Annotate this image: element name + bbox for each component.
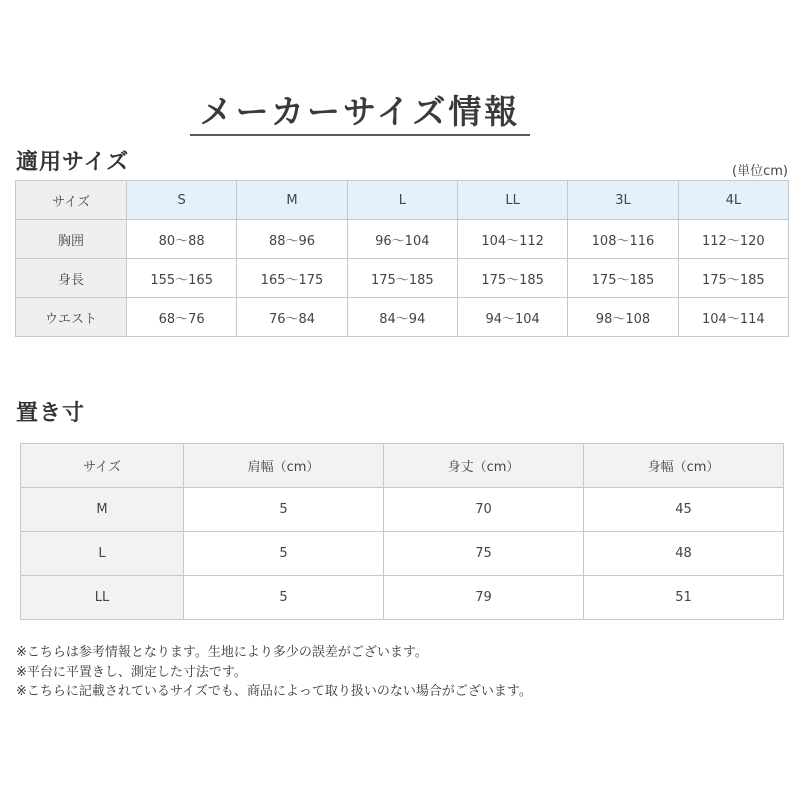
table-cell: 94〜104 [457, 298, 567, 337]
table-cell: 155〜165 [127, 259, 237, 298]
row-label-height: 身長 [16, 259, 127, 298]
table-cell: 165〜175 [237, 259, 347, 298]
table-cell: 84〜94 [347, 298, 457, 337]
size-col-4l: 4L [678, 181, 788, 220]
note-line: ※平台に平置きし、測定した寸法です。 [16, 664, 247, 680]
flat-header-shoulder: 肩幅（cm） [184, 444, 384, 488]
table-cell: 96〜104 [347, 220, 457, 259]
flat-table-header-row [21, 444, 784, 488]
table-cell: 112〜120 [678, 220, 788, 259]
table-cell: 104〜114 [678, 298, 788, 337]
title-underline [190, 134, 530, 136]
table-cell: 98〜108 [568, 298, 678, 337]
size-section-title: 適用サイズ [16, 150, 130, 175]
table-row [16, 259, 789, 298]
size-col-ll: LL [457, 181, 567, 220]
page-title: メーカーサイズ情報 [199, 92, 521, 131]
table-row [21, 576, 784, 620]
table-cell: 175〜185 [457, 259, 567, 298]
size-col-l: L [347, 181, 457, 220]
table-cell: 45 [584, 488, 784, 532]
table-cell: 68〜76 [127, 298, 237, 337]
flat-section-title: 置き寸 [16, 401, 86, 426]
note-line: ※こちらは参考情報となります。生地により多少の誤差がございます。 [16, 645, 428, 660]
row-label-m: M [21, 488, 184, 532]
notes [16, 643, 532, 702]
flat-header-length: 身丈（cm） [384, 444, 584, 488]
row-label-l: L [21, 532, 184, 576]
table-cell: 75 [384, 532, 584, 576]
table-cell: 76〜84 [237, 298, 347, 337]
flat-header-size: サイズ [21, 444, 184, 488]
table-cell: 175〜185 [568, 259, 678, 298]
table-cell: 88〜96 [237, 220, 347, 259]
row-label-ll: LL [21, 576, 184, 620]
row-label-chest: 胸囲 [16, 220, 127, 259]
table-cell: 48 [584, 532, 784, 576]
table-row [16, 220, 789, 259]
size-table-corner: サイズ [16, 181, 127, 220]
size-col-3l: 3L [568, 181, 678, 220]
note-line: ※こちらに記載されているサイズでも、商品によって取り扱いのない場合がございます。 [16, 684, 532, 699]
table-cell: 175〜185 [347, 259, 457, 298]
table-cell: 70 [384, 488, 584, 532]
table-cell: 79 [384, 576, 584, 620]
table-row [21, 488, 784, 532]
table-cell: 108〜116 [568, 220, 678, 259]
table-row [21, 532, 784, 576]
table-cell: 5 [184, 532, 384, 576]
unit-note: (単位cm) [732, 164, 788, 179]
flat-measure-table [20, 443, 784, 620]
table-cell: 5 [184, 576, 384, 620]
table-cell: 80〜88 [127, 220, 237, 259]
table-cell: 5 [184, 488, 384, 532]
table-row [16, 298, 789, 337]
flat-header-width: 身幅（cm） [584, 444, 784, 488]
size-table [15, 180, 789, 337]
row-label-waist: ウエスト [16, 298, 127, 337]
table-cell: 175〜185 [678, 259, 788, 298]
size-col-m: M [237, 181, 347, 220]
table-cell: 104〜112 [457, 220, 567, 259]
size-table-header-row [16, 181, 789, 220]
size-col-s: S [127, 181, 237, 220]
table-cell: 51 [584, 576, 784, 620]
